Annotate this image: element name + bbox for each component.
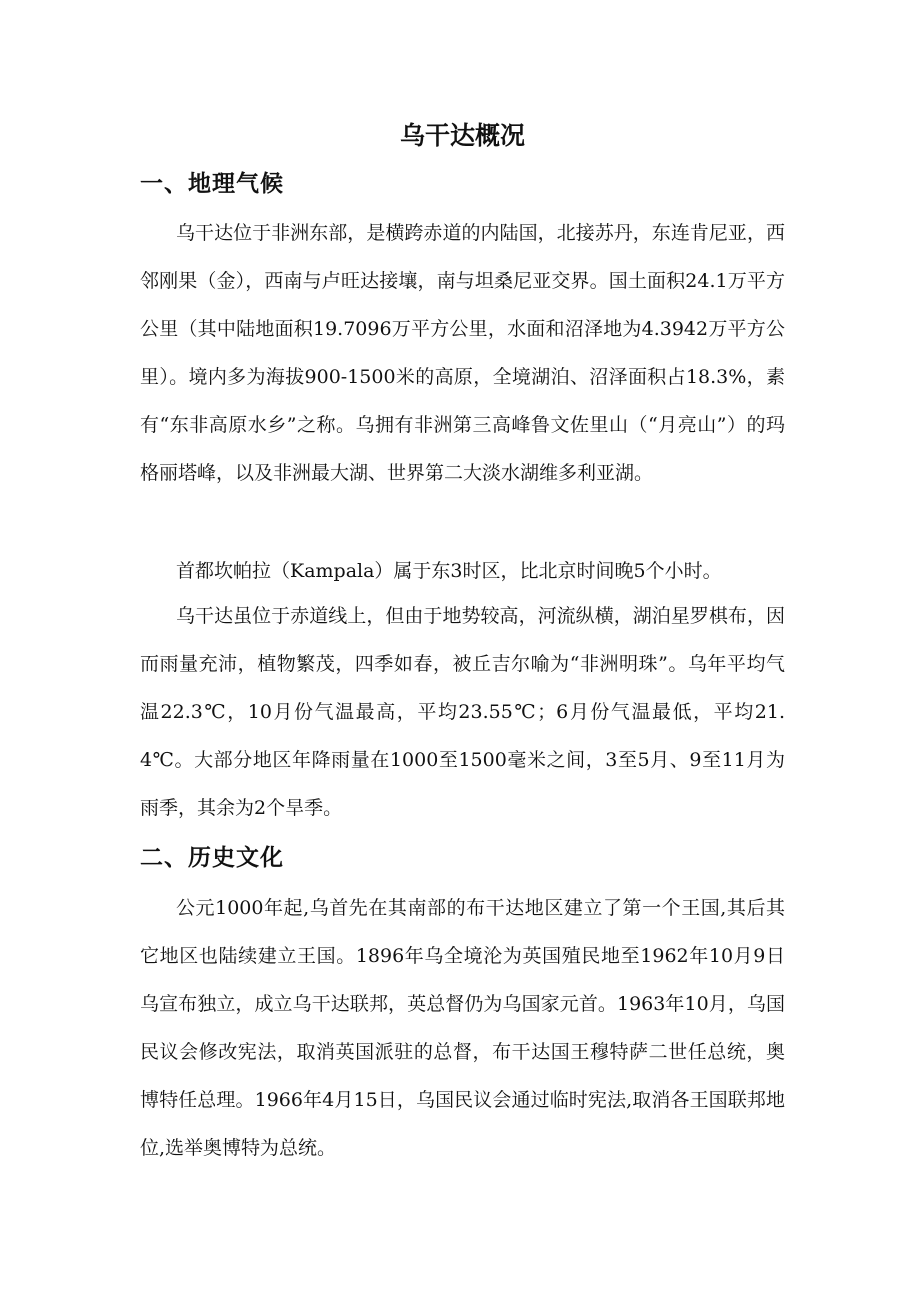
section-heading-geography-climate: 一、地理气候 bbox=[140, 170, 284, 197]
paragraph-location-area: 乌干达位于非洲东部，是横跨赤道的内陆国，北接苏丹，东连肯尼亚，西邻刚果（金），西南与卢旺达接壤，南与坦桑尼亚交界。国土面积24.1万平方公里（其中陆地面积19.7096万平方公里，水面和沼泽地为4.3942万平方公里）。境内多为海拔900-1500米的高原，全境湖泊、沼泽面积占18.3%，素有“东非高原水乡”之称。乌拥有非洲第三高峰鲁文佐里山（“月亮山”）的玛格丽塔峰，以及非洲最大湖、世界第二大淡水湖维多利亚湖。 bbox=[140, 222, 785, 484]
paragraph-climate: 乌干达虽位于赤道线上，但由于地势较高，河流纵横，湖泊星罗棋布，因而雨量充沛，植物繁茂，四季如春，被丘吉尔喻为“非洲明珠”。乌年平均气温22.3℃，10月份气温最高，平均23.55℃；6月份气温最低，平均21.4℃。大部分地区年降雨量在1000至1500毫米之间，3至5月、9至11月为雨季，其余为2个旱季。 bbox=[140, 605, 785, 819]
section-heading-history-culture: 二、历史文化 bbox=[140, 844, 284, 871]
paragraph-capital-timezone: 首都坎帕拉（Kampala）属于东3时区，比北京时间晚5个小时。 bbox=[176, 560, 722, 582]
paragraph-history: 公元1000年起,乌首先在其南部的布干达地区建立了第一个王国,其后其它地区也陆续建立王国。1896年乌全境沦为英国殖民地至1962年10月9日乌宣布独立，成立乌干达联邦，英总督仍为乌国家元首。1963年10月，乌国民议会修改宪法，取消英国派驻的总督，布干达国王穆特萨二世任总统，奥博特任总理。1966年4月15日，乌国民议会通过临时宪法,取消各王国联邦地位,选举奥博特为总统。 bbox=[140, 897, 785, 1159]
document-title: 乌干达概况 bbox=[399, 121, 525, 150]
